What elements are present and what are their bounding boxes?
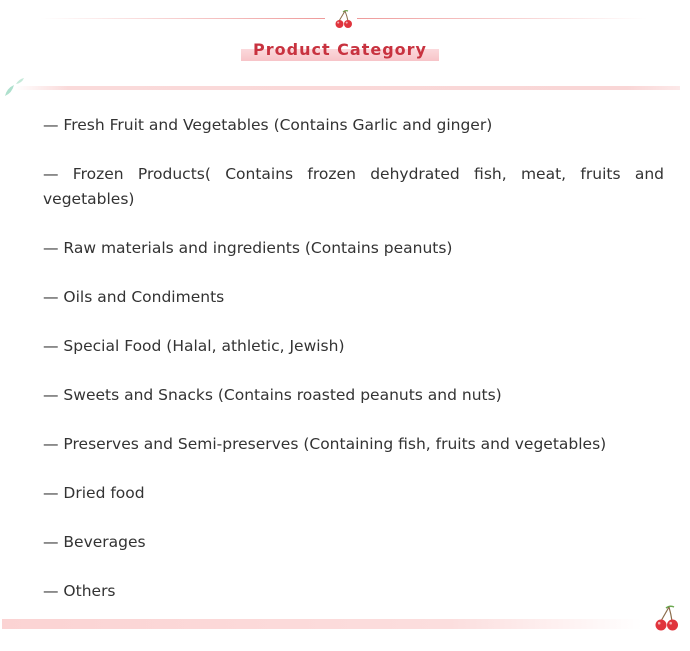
cherry-icon (333, 9, 355, 31)
header-divider-right (357, 18, 647, 19)
list-item: — Others (43, 582, 116, 600)
list-item: — Fresh Fruit and Vegetables (Contains Garlic and ginger) (43, 116, 493, 134)
title-block (241, 34, 439, 62)
bottom-divider (2, 619, 642, 629)
cherry-icon (652, 604, 682, 634)
section-header (0, 0, 690, 70)
category-list (43, 113, 664, 628)
list-item: — Preserves and Semi-preserves (Containing fish, fruits and vegetables) (43, 435, 607, 453)
list-item: — Dried food (43, 484, 145, 502)
page-title: Product Category (253, 40, 427, 59)
list-item: — Beverages (43, 533, 146, 551)
list-item: — Raw materials and ingredients (Contains peanuts) (43, 239, 453, 257)
list-item: — Oils and Condiments (43, 288, 225, 306)
header-divider-left (40, 18, 325, 19)
top-divider (15, 86, 680, 90)
list-item: — Special Food (Halal, athletic, Jewish) (43, 337, 345, 355)
list-item: — Frozen Products( Contains frozen dehydrated fish, meat, fruits and vegetables) (43, 165, 664, 208)
list-item: — Sweets and Snacks (Contains roasted peanuts and nuts) (43, 386, 502, 404)
